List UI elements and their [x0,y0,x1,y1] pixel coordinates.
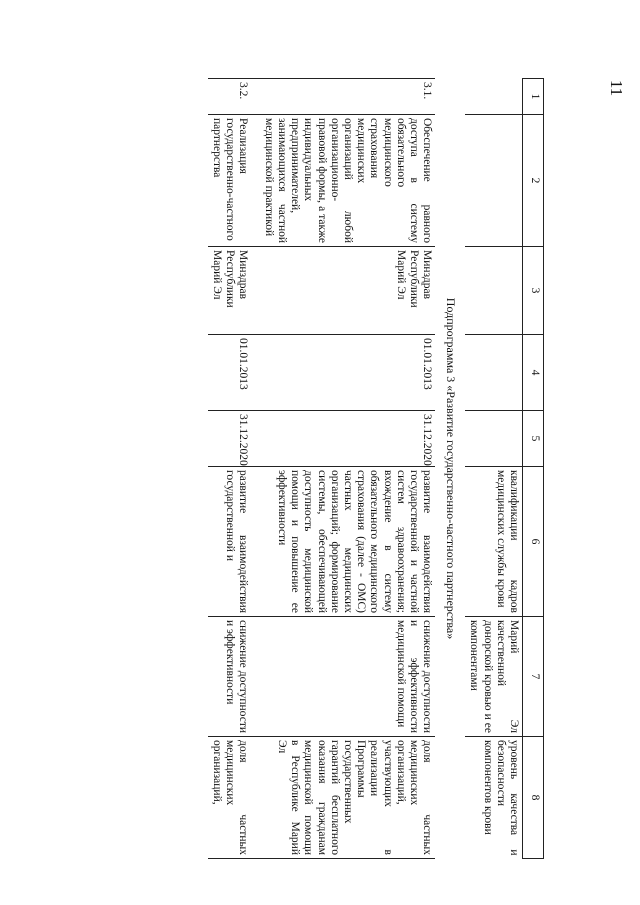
row-end-date: 31.12.2020 [208,411,260,467]
prev-result: Марий Эл качественной донорской кровью и ее компонентами [465,617,522,737]
row-executor: Минздрав Республики Марий Эл [259,247,435,335]
row-name: Реализация государственно-частного партнерства [208,115,260,247]
col-header-5: 5 [523,411,544,467]
row-result: снижение доступности и эффективности [208,617,260,737]
col-header-6: 6 [523,467,544,617]
row-number: 3.1. [259,79,435,115]
row-result: снижение доступности и эффективности медицинской помощи [259,617,435,737]
prev-indicator: уровень качества и безопасности компонентов крови [465,737,522,859]
row-indicator: доля частных медицинских организаций, [208,737,260,859]
row-start-date: 01.01.2013 [259,335,435,411]
page-number: 11 [607,79,627,97]
row-name: Обеспечение равного доступа в систему обязательного медицинского страхования медицинских организаций любой организационно-правовой формы, а также индивидуальных предпринимателей, занимающихся частной медицинской практикой [259,115,435,247]
col-header-1: 1 [523,79,544,115]
col-header-3: 3 [523,247,544,335]
table-row [259,79,435,859]
row-indicator: доля частных медицинских организаций, участвующих в реализации Программы государственных гарантий бесплатного оказания гражданам медицинской помощи в Республике Марий Эл [259,737,435,859]
continued-row [465,79,522,859]
row-number: 3.2. [208,79,260,115]
program-table [208,78,544,859]
col-header-2: 2 [523,115,544,247]
subprogram-heading-row [435,79,465,859]
column-number-row [523,79,544,859]
col-header-7: 7 [523,617,544,737]
row-content: развитие взаимодействия государственной и [208,467,260,617]
prev-content: квалификации кадров медицинских службы крови [465,467,522,617]
col-header-4: 4 [523,335,544,411]
row-start-date: 01.01.2013 [208,335,260,411]
row-end-date: 31.12.2020 [259,411,435,467]
row-executor: Минздрав Республики Марий Эл [208,247,260,335]
table-row [208,79,260,859]
col-header-8: 8 [523,737,544,859]
rotated-table-wrapper [84,78,544,858]
subprogram-title: Подпрограмма 3 «Развитие государственно-частного партнерства» [444,297,459,640]
row-content: развитие взаимодействия государственной и частной систем здравоохранения; вхождение в систему обязательного медицинского страхования (далее - ОМС) частных медицинских организаций; формирование системы, обеспечивающей доступность медицинской помощи и повышение ее эффективности [259,467,435,617]
